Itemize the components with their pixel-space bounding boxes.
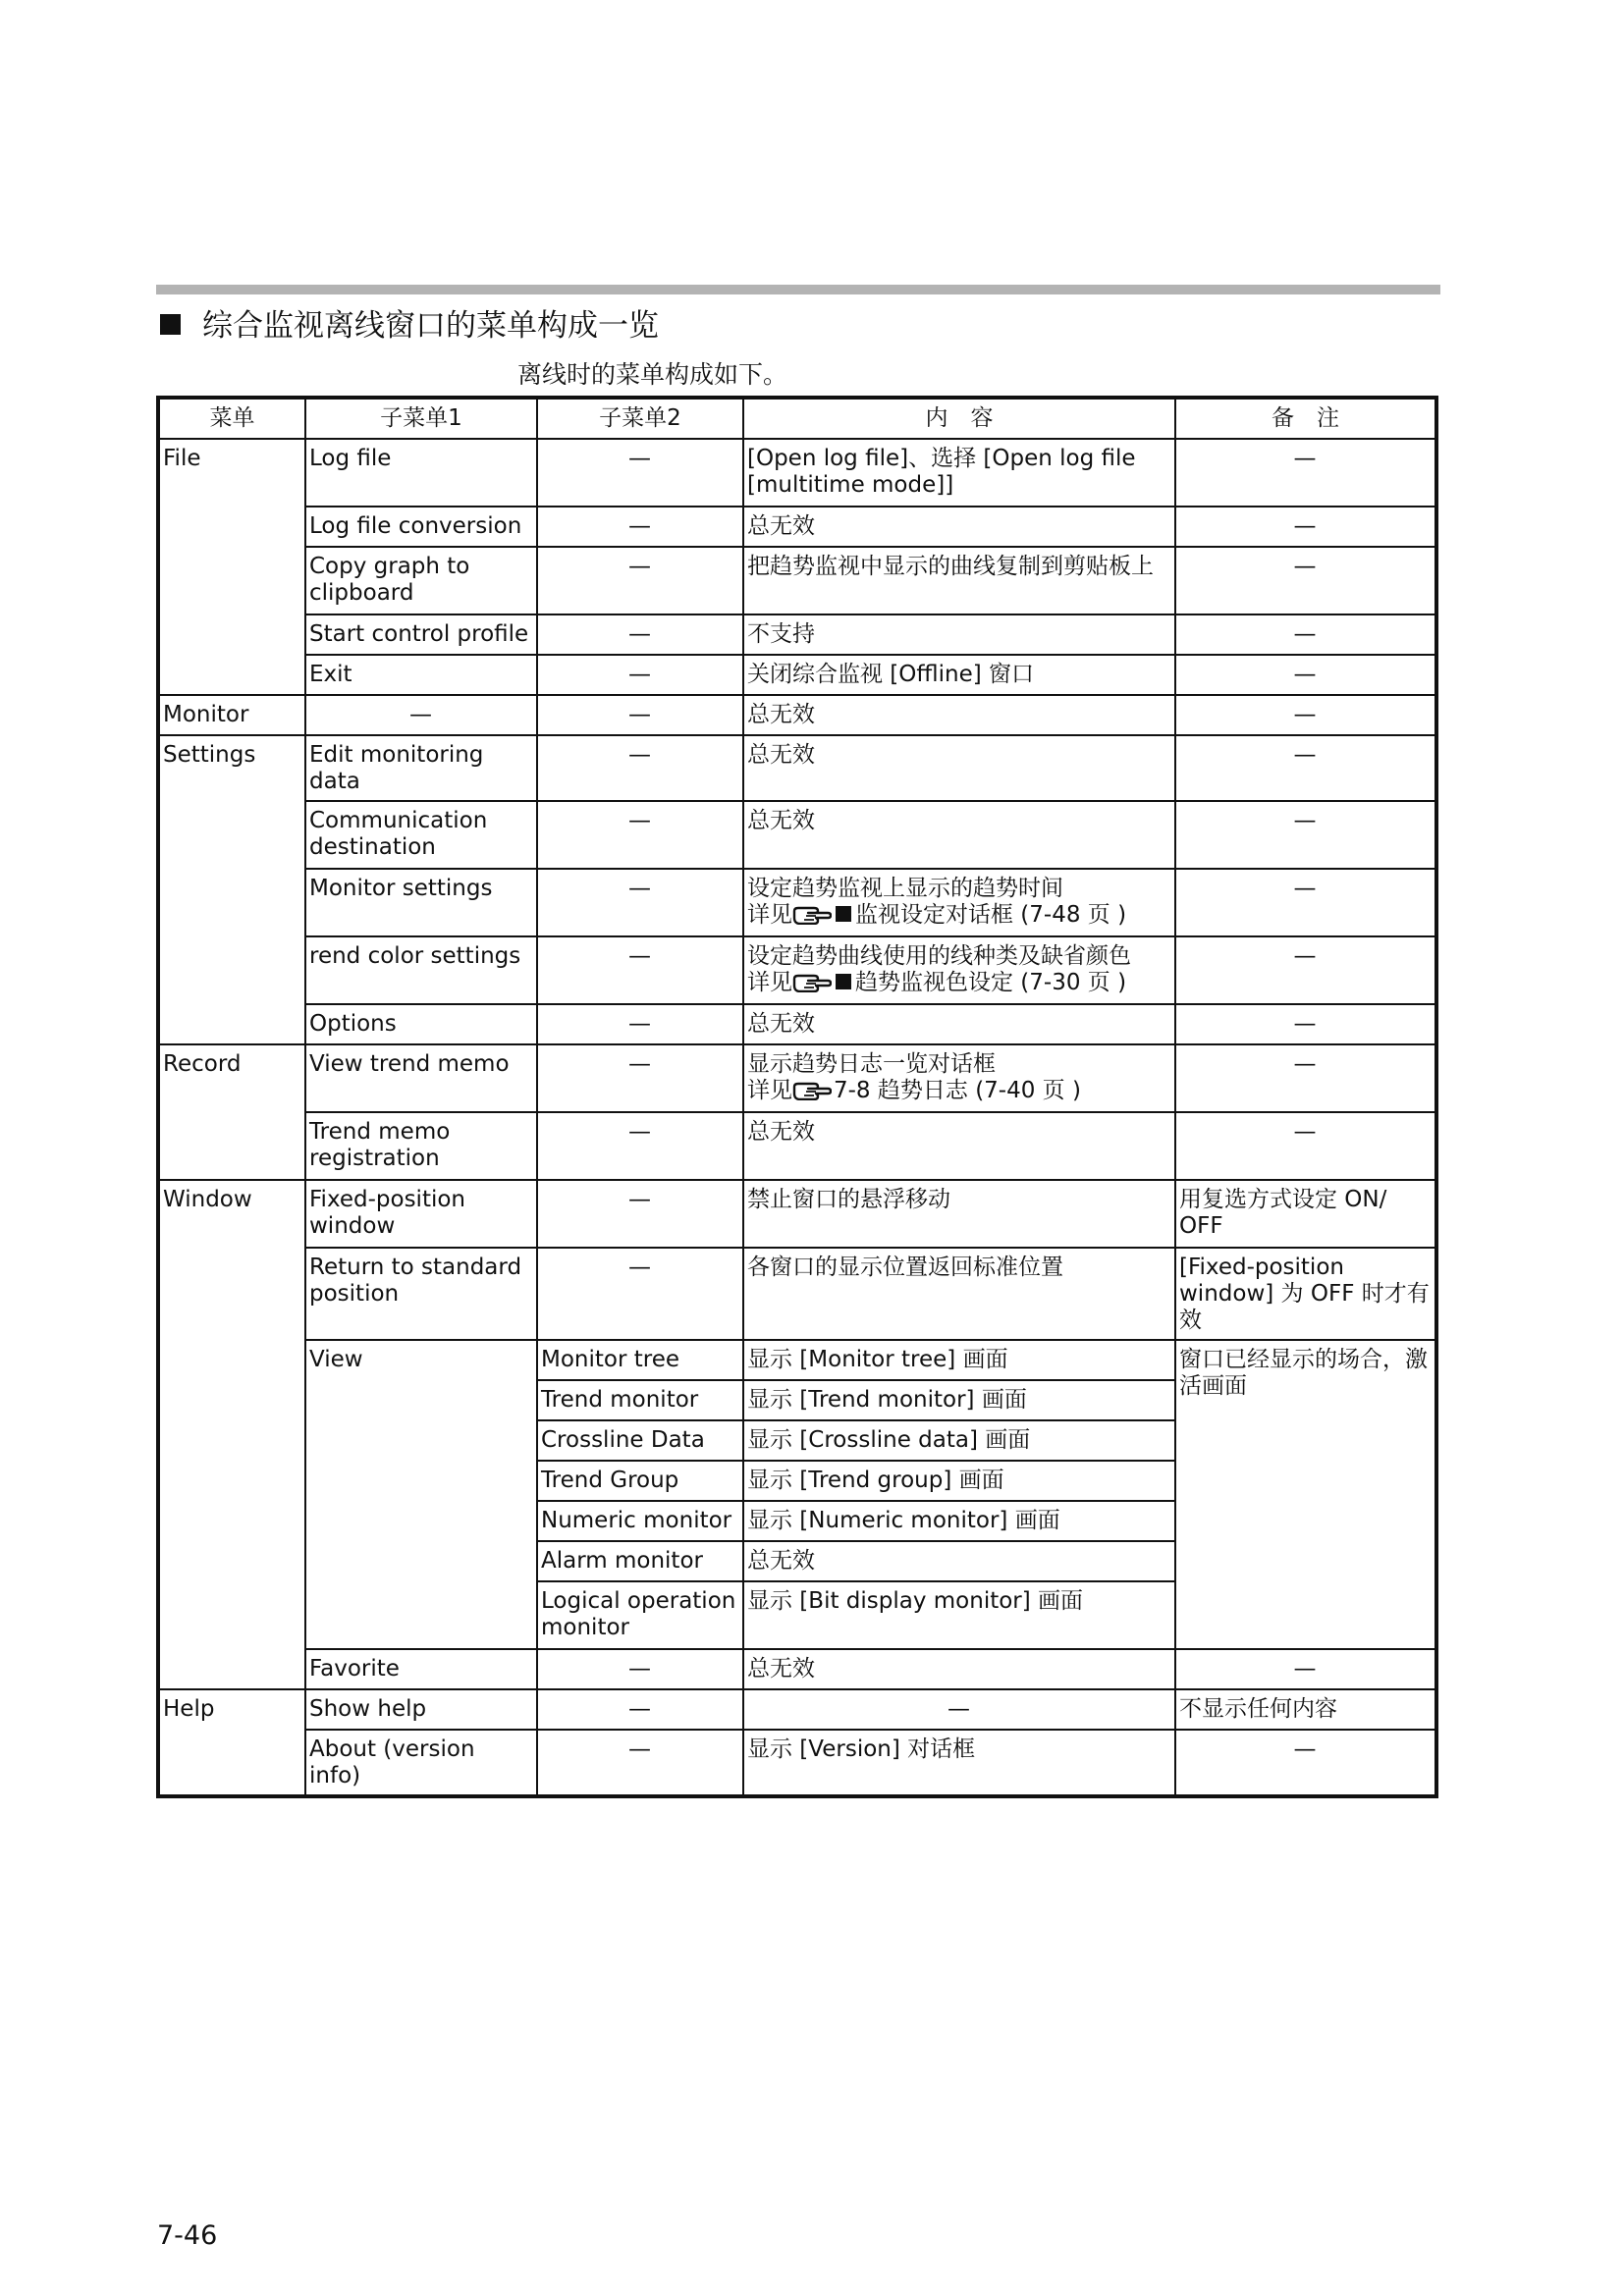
submenu1-cell: Fixed-position window — [305, 1180, 537, 1248]
submenu1-cell: About (version info) — [305, 1730, 537, 1796]
bullet-square-icon — [836, 906, 851, 922]
bullet-square-icon — [836, 974, 851, 989]
content-cell — [743, 936, 1175, 1004]
submenu1-cell: rend color settings — [305, 936, 537, 1004]
table-row — [158, 1044, 1436, 1112]
table-row — [158, 1004, 1436, 1044]
submenu2-cell: — — [537, 1044, 743, 1112]
remarks-cell: — — [1175, 936, 1436, 1004]
content-line: 显示趋势日志一览对话框 — [747, 1051, 996, 1077]
bullet-square-icon — [160, 314, 181, 335]
reference-link[interactable]: 监视设定对话框 (7-48 页 ) — [855, 902, 1127, 928]
section-heading — [160, 306, 659, 346]
section-subtitle: 离线时的菜单构成如下。 — [517, 360, 788, 389]
content-cell: 总无效 — [743, 801, 1175, 869]
submenu2-cell: Monitor tree — [537, 1340, 743, 1380]
remarks-cell: [Fixed-position window] 为 OFF 时才有效 — [1175, 1248, 1436, 1340]
table-row — [158, 1730, 1436, 1796]
submenu1-cell: Communication destination — [305, 801, 537, 869]
submenu1-cell: Trend memo registration — [305, 1112, 537, 1180]
menu-table — [156, 396, 1438, 1798]
submenu2-cell: Logical operation monitor — [537, 1581, 743, 1649]
submenu2-cell: — — [537, 1649, 743, 1689]
submenu1-cell: Monitor settings — [305, 869, 537, 936]
submenu2-cell: Trend Group — [537, 1461, 743, 1501]
submenu2-cell: — — [537, 1112, 743, 1180]
table-row — [158, 1248, 1436, 1340]
remarks-cell: — — [1175, 735, 1436, 801]
content-cell: 显示 [Trend monitor] 画面 — [743, 1380, 1175, 1420]
submenu1-cell: Exit — [305, 655, 537, 695]
content-line: 设定趋势曲线使用的线种类及缺省颜色 — [747, 943, 1131, 969]
table-row — [158, 801, 1436, 869]
remarks-cell-view: 窗口已经显示的场合，激活画面 — [1175, 1340, 1436, 1649]
remarks-cell: 不显示任何内容 — [1175, 1689, 1436, 1730]
submenu1-cell: Favorite — [305, 1649, 537, 1689]
submenu1-cell-view: View — [305, 1340, 537, 1649]
submenu2-cell: — — [537, 695, 743, 735]
menu-cell-file: File — [158, 439, 305, 695]
remarks-cell: — — [1175, 695, 1436, 735]
ref-prefix: 详见 — [747, 970, 792, 995]
table-row — [158, 869, 1436, 936]
remarks-cell: — — [1175, 507, 1436, 547]
content-cell: 显示 [Numeric monitor] 画面 — [743, 1501, 1175, 1541]
submenu1-cell: View trend memo — [305, 1044, 537, 1112]
submenu2-cell: Numeric monitor — [537, 1501, 743, 1541]
menu-cell-settings: Settings — [158, 735, 305, 1044]
table-header-row — [158, 398, 1436, 439]
table-row — [158, 507, 1436, 547]
content-cell: 显示 [Monitor tree] 画面 — [743, 1340, 1175, 1380]
submenu2-cell: — — [537, 1730, 743, 1796]
submenu2-cell: — — [537, 655, 743, 695]
reference-link[interactable]: 趋势监视色设定 (7-30 页 ) — [855, 970, 1127, 995]
submenu2-cell: Alarm monitor — [537, 1541, 743, 1581]
col-header-content: 内 容 — [743, 398, 1175, 439]
menu-cell-record: Record — [158, 1044, 305, 1180]
submenu2-cell: — — [537, 1180, 743, 1248]
pointing-hand-icon — [792, 1079, 832, 1100]
content-cell: 关闭综合监视 [Offline] 窗口 — [743, 655, 1175, 695]
submenu2-cell: — — [537, 801, 743, 869]
remarks-cell: — — [1175, 869, 1436, 936]
table-row — [158, 695, 1436, 735]
table-row — [158, 439, 1436, 507]
table-row — [158, 1112, 1436, 1180]
submenu1-cell: Edit monitoring data — [305, 735, 537, 801]
pointing-hand-icon — [792, 903, 832, 925]
ref-prefix: 详见 — [747, 1078, 792, 1103]
submenu2-cell: — — [537, 507, 743, 547]
content-cell: 总无效 — [743, 507, 1175, 547]
top-rule — [156, 285, 1440, 294]
submenu1-cell: Start control profile — [305, 614, 537, 655]
col-header-submenu1: 子菜单1 — [305, 398, 537, 439]
content-cell: 总无效 — [743, 735, 1175, 801]
remarks-cell: — — [1175, 655, 1436, 695]
submenu1-cell: Show help — [305, 1689, 537, 1730]
remarks-cell: — — [1175, 1004, 1436, 1044]
remarks-cell: — — [1175, 1044, 1436, 1112]
content-cell: 总无效 — [743, 1004, 1175, 1044]
table-row — [158, 1689, 1436, 1730]
submenu1-cell: Log file — [305, 439, 537, 507]
content-cell: 把趋势监视中显示的曲线复制到剪贴板上 — [743, 547, 1175, 614]
col-header-submenu2: 子菜单2 — [537, 398, 743, 439]
submenu1-cell: — — [305, 695, 537, 735]
submenu1-cell: Return to standard position — [305, 1248, 537, 1340]
submenu1-cell: Options — [305, 1004, 537, 1044]
remarks-cell: — — [1175, 614, 1436, 655]
content-cell: 总无效 — [743, 1112, 1175, 1180]
col-header-remarks: 备 注 — [1175, 398, 1436, 439]
submenu2-cell: — — [537, 439, 743, 507]
content-cell: [Open log file]、选择 [Open log file [multitime mode]] — [743, 439, 1175, 507]
submenu2-cell: — — [537, 936, 743, 1004]
submenu1-cell: Log file conversion — [305, 507, 537, 547]
table-row — [158, 1340, 1436, 1380]
table-row — [158, 1649, 1436, 1689]
content-cell: 显示 [Trend group] 画面 — [743, 1461, 1175, 1501]
ref-prefix: 详见 — [747, 902, 792, 928]
table-row — [158, 614, 1436, 655]
remarks-cell: — — [1175, 801, 1436, 869]
page-number: 7-46 — [157, 2220, 218, 2251]
submenu2-cell: — — [537, 614, 743, 655]
table-row — [158, 735, 1436, 801]
content-cell: 总无效 — [743, 1649, 1175, 1689]
remarks-cell: — — [1175, 439, 1436, 507]
content-cell: 总无效 — [743, 1541, 1175, 1581]
section-heading-text: 综合监视离线窗口的菜单构成一览 — [202, 308, 659, 344]
remarks-cell: — — [1175, 547, 1436, 614]
content-cell: 禁止窗口的悬浮移动 — [743, 1180, 1175, 1248]
submenu2-cell: — — [537, 735, 743, 801]
table-row — [158, 1180, 1436, 1248]
content-cell: 总无效 — [743, 695, 1175, 735]
submenu1-cell: Copy graph to clipboard — [305, 547, 537, 614]
content-cell: 显示 [Bit display monitor] 画面 — [743, 1581, 1175, 1649]
content-cell — [743, 869, 1175, 936]
content-cell — [743, 1044, 1175, 1112]
submenu2-cell: Trend monitor — [537, 1380, 743, 1420]
content-cell: 不支持 — [743, 614, 1175, 655]
submenu2-cell: — — [537, 1004, 743, 1044]
menu-cell-window: Window — [158, 1180, 305, 1689]
content-cell: — — [743, 1689, 1175, 1730]
content-cell: 各窗口的显示位置返回标准位置 — [743, 1248, 1175, 1340]
remarks-cell: — — [1175, 1649, 1436, 1689]
remarks-cell: 用复选方式设定 ON/ OFF — [1175, 1180, 1436, 1248]
content-cell: 显示 [Crossline data] 画面 — [743, 1420, 1175, 1461]
col-header-menu: 菜单 — [158, 398, 305, 439]
table-row — [158, 655, 1436, 695]
menu-cell-help: Help — [158, 1689, 305, 1796]
submenu2-cell: — — [537, 869, 743, 936]
content-cell: 显示 [Version] 对话框 — [743, 1730, 1175, 1796]
submenu2-cell: — — [537, 1689, 743, 1730]
submenu2-cell: — — [537, 1248, 743, 1340]
remarks-cell: — — [1175, 1730, 1436, 1796]
content-line: 设定趋势监视上显示的趋势时间 — [747, 876, 1063, 901]
table-row — [158, 936, 1436, 1004]
pointing-hand-icon — [792, 971, 832, 992]
submenu2-cell: Crossline Data — [537, 1420, 743, 1461]
submenu2-cell: — — [537, 547, 743, 614]
table-row — [158, 547, 1436, 614]
reference-link[interactable]: 7-8 趋势日志 (7-40 页 ) — [834, 1078, 1081, 1103]
menu-cell-monitor: Monitor — [158, 695, 305, 735]
remarks-cell: — — [1175, 1112, 1436, 1180]
